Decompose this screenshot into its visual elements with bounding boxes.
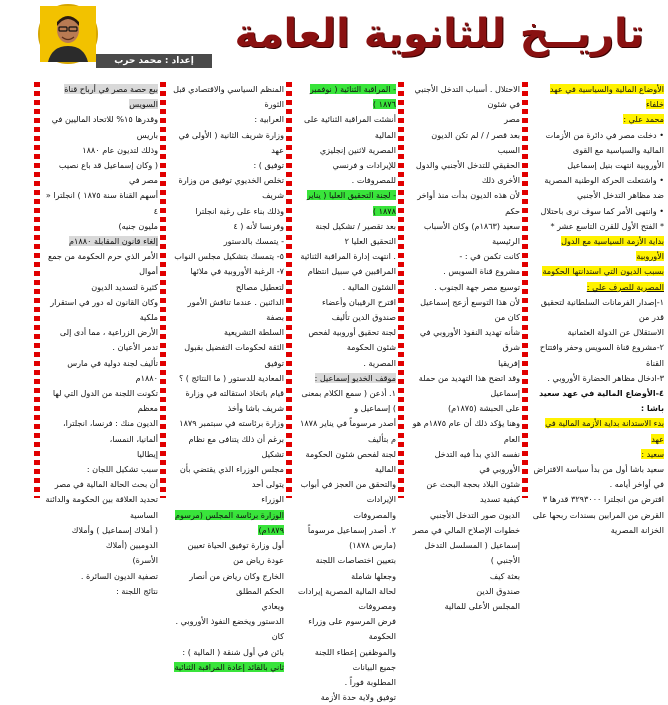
- text-line: في أواخر أيامه .: [609, 479, 664, 490]
- text-line: أول وزارة توفيق الحياة تعيين عودة رياض من: [187, 540, 284, 566]
- text-line: أسهم القناة سنة ١٨٧٥ ) انجلترا « ٤: [45, 190, 158, 216]
- author-credit: إعداد : محمد حرب: [96, 54, 212, 68]
- text-line: أنشئت المراقبة الثنائية على المالية: [304, 114, 396, 140]
- text-line: مليون جنيه): [118, 220, 158, 231]
- text-line: الاحتلال . أسباب التدخل الأجنبي في شئون: [414, 84, 520, 110]
- text-line: الخزانة المصرية: [610, 524, 664, 535]
- text-line: وكان القانون له دور في استقرار ملكية: [50, 296, 158, 323]
- text-line: • واشتعلت الحركة الوطنية المصرية: [544, 175, 664, 186]
- text-line: للمصروفات .: [351, 175, 396, 186]
- text-line: وقدرها ١٥% للاتحاد الماليين في باريس: [51, 114, 158, 140]
- column-divider: [34, 82, 40, 498]
- content-columns: [0, 82, 668, 703]
- text-line: المصرية .: [363, 357, 396, 368]
- text-line: العرابية :: [254, 114, 284, 125]
- text-line: سبب تشكيل اللجان :: [86, 464, 158, 475]
- text-line: محمد علي :: [623, 114, 664, 125]
- text-line: الأسرة): [132, 555, 158, 566]
- column-2: [404, 82, 524, 611]
- text-line: الديون منك : فرنسا، انجلترا، ألمانيا، النمسا،: [62, 418, 158, 444]
- text-line: سعيد باشا أول من بدأ سياسة الاقتراض: [533, 464, 664, 475]
- text-line: بيع حصة مصر في أرباح قناة السويس: [64, 84, 158, 110]
- page-title: تاريــخ للثانوية العامة: [234, 11, 644, 57]
- author-avatar: [38, 4, 98, 64]
- text-line: شئون البلاد بحجة البحث عن كيفية تسديد: [426, 479, 520, 505]
- text-line: كانت تكمن في : -: [459, 251, 520, 262]
- author-photo-icon: [40, 6, 96, 62]
- text-line: ٣-ادخال مظاهر الحضارة الأوروبي .: [547, 372, 664, 383]
- text-line: برغم أن ذلك يتنافى مع نظام تشكيل: [188, 433, 284, 459]
- text-line: بعد تقصير / تشكيل لجنة التحقيق العليا ٢: [315, 220, 396, 247]
- text-line: تحديد العلاقة بين الحكومة والدائنة الساسية: [45, 494, 158, 520]
- text-line: • وانتهى الأمر كما سوف نرى باحتلال: [540, 205, 664, 216]
- text-line: الأمر الذي حرم الحكومة من جمع أموال: [47, 251, 158, 277]
- text-line: المنظم السياسي والاقتصادي قبل الثورة: [173, 84, 284, 110]
- text-line: بتعيين اختصاصات اللجنة وجعلها شاملة: [315, 555, 396, 581]
- text-line: الديون صور التدخل الأجنبي: [429, 509, 520, 520]
- text-line: لحالة المالية المصرية إيرادات ومصروفات: [298, 585, 396, 611]
- text-line: توفيق ) :: [253, 160, 284, 171]
- text-line: وزارة شريف الثانية ( الأولى في عهد: [178, 129, 284, 155]
- text-line: أن بحث الحالة المالية في مصر: [54, 479, 158, 490]
- text-line: اقترح الرقيبان وأعضاء صندوق الدين تأليف: [321, 296, 396, 323]
- text-line: ١. أذعن ( سمع الكلام بمعنى ) إسماعيل و: [301, 388, 396, 414]
- text-line: ٢. أصدر إسماعيل مرسوماً (مارس ١٨٧٨): [307, 524, 396, 551]
- text-line: بداية الأزمة السياسية مع الدول الأوروبية: [561, 236, 664, 262]
- text-line: المصرية للصرف علي :: [586, 281, 664, 292]
- text-line: إلغاء قانون المقابلة ١٨٨٠م: [69, 236, 158, 247]
- text-line: موقف الخديو إسماعيل :: [314, 372, 396, 383]
- text-line: والتحقق من العجز في أبواب الإيرادات: [300, 479, 396, 505]
- text-line: إيطاليا: [137, 448, 158, 459]
- text-line: الأوضاع المالية والسياسية في عهد خلفاء: [549, 84, 664, 110]
- text-line: توفيق ولاية حدة الأزمة: [320, 692, 396, 703]
- text-line: بدء الاستدانة بداية الأزمة المالية في عهد: [545, 418, 664, 444]
- text-line: ( أملاك إسماعيل ) وأملاك الدوميين (أملاك: [71, 524, 158, 551]
- text-line: الحقيقي للتدخل الأجنبي والدول الأخرى ذلك: [415, 160, 520, 186]
- text-line: . انتهت إدارة المراقبة الثنائية: [300, 251, 396, 262]
- text-line: نتائج اللجنة :: [116, 585, 158, 596]
- text-line: المطلوبة فوراً .: [344, 676, 396, 687]
- text-line: القرض من المرابين بسندات ربحها على: [532, 509, 664, 520]
- text-line: كثيرة لتسديد الديون: [91, 281, 158, 292]
- text-line: ٧- الرغبة الأوروبية في ملائها لتعطيل مصالح: [190, 266, 284, 292]
- text-line: والمصروفات: [353, 509, 396, 520]
- text-line: الدائنين . عندما تناقش الأمور بصفة: [187, 296, 284, 323]
- text-line: إفريقيا: [498, 357, 520, 368]
- text-line: وهنا يؤكد ذلك أن عام ١٨٧٥م هو العام: [412, 418, 520, 444]
- text-line: الثقة لحكومات التفضيل بقبول توفيق: [184, 342, 284, 368]
- text-line: - يتمسك بالدستور: [223, 236, 284, 247]
- text-line: الأرض الزراعية ، مما أدى إلى تدمر الأعيان .: [59, 327, 158, 353]
- text-line: المصرية لاثنين إنجليزي للإيرادات و فرنسي: [319, 144, 396, 171]
- column-1: [528, 82, 668, 535]
- text-line: تكونت اللجنة من الدول التي لها معظم: [52, 388, 158, 414]
- text-line: فرض المرسوم على وزراء الحكومة: [308, 616, 396, 642]
- text-line: المجلس الأعلى للمالية: [444, 600, 520, 611]
- text-line: مشروع قناة السويس .: [443, 266, 520, 277]
- text-line: وذلك لتديون عام ١٨٨٠: [82, 144, 158, 155]
- text-line: اقترض من انجلترا ٣٢٩٣٠٠٠ قدرها ٣: [542, 494, 664, 505]
- column-3: [292, 82, 400, 703]
- text-line: ٥- يتمسك بتشكيل مجلس النواب: [174, 251, 284, 262]
- text-line: بعثة كيف: [489, 570, 520, 581]
- text-line: الخارج وكان رياض من أنصار الحكم المطلق: [189, 570, 284, 596]
- text-line: تصفية الديون السائرة .: [80, 570, 158, 581]
- text-line: الدستور ويخضع النفوذ الأوروبي . كان: [175, 616, 284, 642]
- text-line: وزارة برئاسته في سبتمبر ١٨٧٩: [179, 418, 284, 429]
- text-line: تأليف لجنة دولية في مارس ١٨٨٠م: [67, 357, 158, 383]
- text-line: ويعادي: [261, 600, 284, 611]
- text-line: ٢-مشروع قناة السويس وحفر وافتتاح القناة: [539, 342, 664, 368]
- text-line: • دخلت مصر في دائرة من الأزمات: [545, 129, 664, 140]
- text-line: لأن هذه الديون بدأت منذ أواخر حكم: [417, 190, 520, 216]
- column-4: [166, 82, 288, 672]
- text-line: ( وكان إسماعيل قد باع نصيب مصر في: [58, 160, 158, 186]
- page-header: [0, 0, 668, 82]
- text-line: مصر: [504, 114, 520, 125]
- text-line: بسبب الديون التي استدانتها الحكومة: [542, 266, 664, 277]
- text-line: نفسه الذي بدأ فيه التدخل الأوروبي في: [434, 448, 520, 475]
- column-5: [40, 82, 162, 596]
- text-line: ثاني بالقائد إعادة المراقبة الثنائية: [174, 661, 284, 672]
- text-line: بائن في أول شنقة ( المالية ) :: [182, 646, 284, 657]
- text-line: لجنة لفحص شئون الحكومة المالية: [305, 448, 396, 475]
- text-line: الوزراء: [261, 494, 284, 505]
- text-line: الأوروبية انتهت بنيل إسماعيل: [567, 160, 664, 171]
- text-line: تخلص الخديوي توفيق من وزارة شريف: [178, 175, 284, 201]
- text-line: ١-إصدار الفرمانات السلطانية لتحقيق قدر من: [540, 296, 664, 323]
- text-line: * الفتح الأول للقرن التاسع عشر *: [550, 220, 664, 231]
- text-line: الوزارة برئاسة المجلس (مرسوم ١٨٧٩م): [174, 509, 284, 535]
- text-line: على الحبشة (١٨٧٥م): [447, 403, 520, 414]
- text-line: وذلك بناء على رغبة انجلترا وفرنسا لأنه ( ٤: [195, 205, 284, 231]
- text-line: خطوات الإصلاح المالي في مصر: [412, 524, 520, 535]
- text-line: السلطة التشريعية: [224, 327, 284, 338]
- text-line: - لجنة التحقيق العليا ( يناير ١٨٧٨ ): [306, 190, 396, 216]
- text-line: شأنه تهديد النفوذ الأوروبي في شرق: [419, 327, 520, 353]
- text-line: بعد قصر / / لم تكن الديون السبب: [431, 129, 520, 155]
- text-line: ٤-الأوضاع المالية في عهد سعيد باشا :: [539, 388, 664, 414]
- text-line: الاستقلال عن الدولة العثمانية: [567, 327, 664, 338]
- text-line: قيام باتخاذ استقالته في وزارة شريف باشا وأخذ: [185, 388, 284, 414]
- text-line: المالية والسياسية مع القوى: [572, 144, 664, 155]
- text-line: توسيع مصر جهة الجنوب .: [434, 281, 520, 292]
- text-line: سعيد :: [641, 448, 664, 459]
- text-line: - المراقبة الثنائية ( نوفمبر ١٨٧٦ ): [309, 84, 396, 110]
- text-line: لأن هذا التوسع أزعج إسماعيل كان من: [420, 296, 520, 323]
- text-line: أصدر مرسوماً في يناير ١٨٧٨ م بتأليف: [299, 418, 396, 444]
- text-line: سعيد (١٨٦٣م) وكان الأسباب الرئيسية: [423, 220, 520, 247]
- text-line: ضد مظاهر التدخل الأجنبي: [576, 190, 664, 201]
- text-line: المعادية للدستور ( ما النتائج ) ؟: [178, 372, 284, 383]
- text-line: المراقبين في سبيل انتظام الشئون المالية .: [307, 266, 396, 292]
- text-line: وقد اتضح هذا التهديد من حملة إسماعيل: [418, 372, 520, 399]
- text-line: والموظفين إعطاء اللجنة جميع البيانات: [314, 646, 396, 672]
- text-line: مجلس الوزراء الذي يقتضي بأن يتولى أحد: [179, 464, 284, 490]
- text-line: لجنة تحقيق أوروبية لفحص شئون الحكومة: [308, 327, 396, 353]
- text-line: صندوق الدين: [476, 585, 520, 596]
- text-line: إسماعيل ( المسلسل التدخل الأجنبي ): [424, 540, 520, 566]
